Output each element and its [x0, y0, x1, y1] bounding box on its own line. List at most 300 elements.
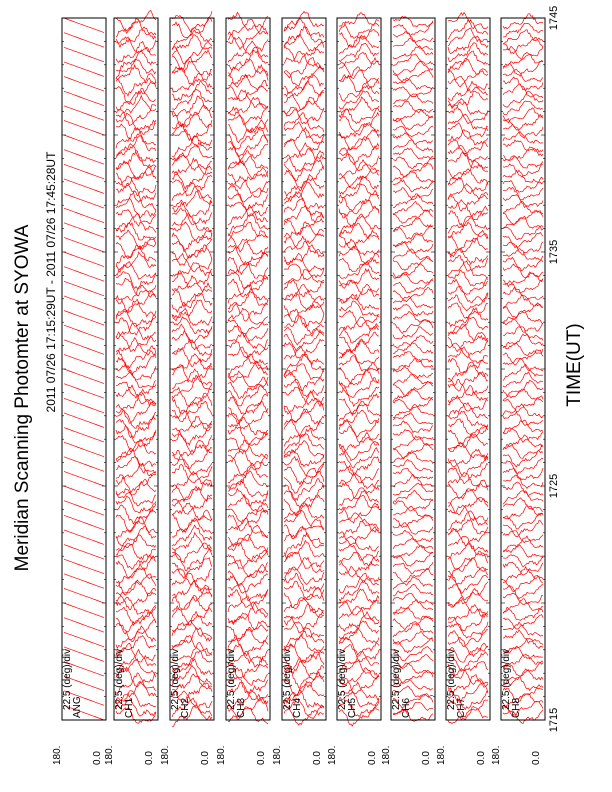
trace-line — [116, 549, 156, 569]
chart-title: Meridian Scanning Photomter at SYOWA — [12, 224, 33, 572]
trace-line — [284, 503, 324, 519]
trace-line — [228, 394, 268, 414]
trace-line — [503, 404, 543, 418]
trace-line — [339, 401, 379, 421]
scale-label: 22.5 (deg)/div — [114, 648, 125, 710]
trace-line — [116, 381, 156, 399]
trace-line — [393, 234, 433, 246]
trace-line — [393, 172, 433, 183]
trace-line — [503, 599, 543, 613]
y-tick-label-bottom: 0.0 — [200, 751, 211, 765]
trace-line — [448, 567, 488, 584]
trace-line — [393, 523, 433, 535]
trace-line — [172, 503, 212, 521]
trace-line — [228, 98, 268, 117]
trace-line — [284, 160, 324, 181]
trace-line — [448, 308, 488, 327]
x-tick-label: 1745 — [548, 5, 560, 31]
trace-line — [448, 123, 488, 139]
trace-line — [448, 379, 488, 395]
channel-panel-ch7 — [436, 13, 490, 766]
trace-line — [339, 466, 379, 483]
x-tick-label: 1715 — [548, 707, 560, 733]
trace-line — [393, 61, 433, 75]
trace-line — [448, 160, 488, 179]
trace-line — [228, 239, 268, 256]
trace-line — [116, 597, 156, 614]
trace-line — [503, 14, 543, 29]
trace-line — [393, 421, 433, 433]
trace-line — [64, 135, 104, 150]
trace-line — [448, 43, 488, 62]
scale-label: 22.5 (deg)/div — [62, 648, 73, 710]
trace-line — [339, 589, 379, 608]
trace-line — [503, 420, 543, 434]
trace-line — [393, 398, 433, 411]
trace-line — [339, 457, 379, 475]
trace-line — [64, 457, 104, 472]
trace-line — [64, 47, 104, 62]
trace-line — [448, 261, 488, 278]
trace-line — [503, 53, 543, 69]
channel-panel-ch2 — [160, 11, 214, 765]
trace-line — [172, 11, 212, 32]
trace-line — [448, 332, 488, 351]
trace-line — [339, 495, 379, 514]
trace-line — [503, 187, 543, 200]
trace-line — [172, 166, 212, 189]
trace-line — [393, 600, 433, 613]
x-tick-label: 1725 — [548, 473, 560, 499]
trace-line — [284, 175, 324, 197]
y-tick-label-top: 180. — [160, 745, 171, 765]
trace-line — [503, 429, 543, 443]
trace-line — [64, 384, 104, 399]
trace-line — [503, 622, 543, 636]
trace-line — [116, 574, 156, 595]
trace-line — [116, 272, 156, 289]
trace-line — [228, 326, 268, 343]
trace-line — [503, 195, 543, 208]
trace-line — [448, 527, 488, 546]
trace-line — [116, 479, 156, 498]
trace-line — [448, 91, 488, 108]
trace-line — [64, 252, 104, 267]
trace-line — [393, 593, 433, 604]
trace-line — [448, 303, 488, 319]
trace-line — [284, 416, 324, 438]
trace-line — [284, 471, 324, 493]
trace-line — [448, 270, 488, 286]
trace-line — [284, 65, 324, 86]
trace-line — [448, 473, 488, 491]
trace-line — [448, 403, 488, 419]
y-tick-label-top: 180. — [327, 745, 338, 765]
trace-line — [116, 346, 156, 368]
trace-line — [116, 370, 156, 388]
trace-line — [64, 428, 104, 443]
trace-line — [116, 191, 156, 210]
trace-line — [503, 140, 543, 152]
trace-line — [172, 573, 212, 591]
trace-line — [116, 463, 156, 484]
trace-line — [448, 230, 488, 250]
trace-line — [393, 444, 433, 459]
trace-line — [172, 543, 212, 563]
panel-frame — [62, 18, 106, 720]
trace-line — [393, 156, 433, 169]
chart-subtitle: 2011 07/26 17:15:29UT - 2011 07/26 17:45:28UT — [44, 151, 58, 413]
trace-line — [228, 222, 268, 241]
y-tick-label-top: 180. — [491, 745, 502, 765]
trace-line — [339, 350, 379, 364]
trace-line — [393, 87, 433, 97]
trace-line — [64, 471, 104, 486]
trace-line — [228, 590, 268, 608]
trace-line — [116, 526, 156, 546]
y-tick-label-top: 180. — [381, 745, 392, 765]
trace-line — [172, 269, 212, 288]
trace-line — [448, 614, 488, 631]
channel-name-label: CH7 — [456, 697, 467, 718]
trace-line — [503, 232, 543, 247]
trace-line — [284, 567, 324, 585]
trace-line — [228, 565, 268, 587]
trace-line — [172, 57, 212, 75]
y-tick-label-bottom: 0.0 — [144, 751, 155, 765]
trace-line — [116, 626, 156, 648]
y-tick-label-bottom: 0.0 — [256, 751, 267, 765]
trace-line — [64, 267, 104, 282]
trace-line — [448, 248, 488, 264]
channel-name-label: CH3 — [236, 697, 247, 718]
y-tick-label-bottom: 0.0 — [531, 751, 542, 765]
trace-line — [64, 77, 104, 92]
trace-line — [64, 486, 104, 501]
trace-line — [172, 434, 212, 452]
scale-label: 22.5 (deg)/div — [446, 648, 457, 710]
trace-line — [448, 138, 488, 156]
trace-line — [393, 452, 433, 463]
trace-line — [64, 559, 104, 574]
trace-line — [172, 518, 212, 537]
trace-line — [64, 632, 104, 647]
trace-line — [339, 261, 379, 278]
trace-line — [116, 448, 156, 466]
trace-line — [339, 473, 379, 490]
panel-frame — [170, 18, 214, 720]
trace-line — [64, 398, 104, 413]
trace-line — [339, 154, 379, 171]
trace-line — [64, 106, 104, 121]
trace-line — [64, 369, 104, 384]
trace-line — [64, 208, 104, 223]
y-tick-label-top: 180. — [436, 745, 447, 765]
trace-line — [503, 555, 543, 567]
trace-line — [228, 41, 268, 62]
scale-label: 22.5 (deg)/div — [501, 648, 512, 710]
trace-line — [339, 553, 379, 567]
trace-line — [116, 496, 156, 512]
trace-line — [448, 76, 488, 92]
trace-line — [393, 616, 433, 630]
trace-line — [284, 393, 324, 414]
trace-line — [284, 558, 324, 578]
y-tick-label-bottom: 0.0 — [421, 751, 432, 765]
trace-line — [64, 91, 104, 106]
y-tick-label-bottom: 0.0 — [476, 751, 487, 765]
trace-line — [393, 32, 433, 43]
x-tick-label: 1735 — [548, 239, 560, 265]
trace-line — [393, 126, 433, 137]
trace-line — [116, 606, 156, 626]
trace-line — [393, 577, 433, 589]
trace-line — [284, 34, 324, 53]
trace-line — [503, 124, 543, 138]
trace-line — [116, 588, 156, 609]
trace-line — [503, 343, 543, 356]
trace-line — [448, 324, 488, 341]
channel-name-label: ANG — [72, 696, 83, 718]
channel-name-label: CH2 — [180, 697, 191, 718]
trace-line — [228, 551, 268, 569]
y-tick-label-bottom: 0.0 — [92, 751, 103, 765]
y-tick-label-bottom: 0.0 — [367, 751, 378, 765]
trace-line — [228, 20, 268, 40]
trace-line — [172, 120, 212, 140]
trace-line — [64, 18, 104, 32]
trace-line — [172, 588, 212, 610]
trace-line — [228, 417, 268, 434]
trace-line — [64, 311, 104, 326]
y-tick-label-top: 180. — [52, 745, 63, 765]
trace-line — [116, 252, 156, 275]
trace-line — [393, 460, 433, 472]
trace-line — [503, 147, 543, 161]
channel-panel-ch6 — [381, 16, 435, 765]
trace-line — [284, 192, 324, 209]
trace-line — [172, 628, 212, 648]
trace-line — [172, 620, 212, 638]
trace-line — [393, 54, 433, 66]
trace-line — [228, 426, 268, 444]
trace-line — [393, 506, 433, 518]
trace-line — [393, 133, 433, 145]
trace-line — [172, 377, 212, 398]
scale-label: 22.5 (deg)/div — [282, 648, 293, 710]
trace-line — [116, 364, 156, 380]
trace-line — [393, 46, 433, 59]
trace-line — [64, 413, 104, 428]
trace-line — [228, 597, 268, 614]
trace-line — [172, 175, 212, 196]
trace-line — [228, 12, 268, 30]
trace-line — [64, 603, 104, 618]
trace-line — [503, 327, 543, 341]
trace-line — [393, 389, 433, 401]
trace-line — [339, 606, 379, 621]
trace-line — [448, 340, 488, 358]
trace-line — [172, 486, 212, 506]
trace-line — [393, 483, 433, 495]
trace-line — [503, 23, 543, 37]
trace-line — [503, 210, 543, 224]
trace-line — [393, 273, 433, 284]
channel-name-label: CH5 — [347, 697, 358, 718]
scale-label: 22.5 (deg)/div — [337, 648, 348, 710]
trace-line — [172, 525, 212, 546]
trace-line — [339, 13, 379, 32]
trace-line — [503, 287, 543, 300]
trace-line — [116, 144, 156, 163]
trace-line — [393, 188, 433, 200]
trace-line — [393, 23, 433, 36]
trace-line — [172, 317, 212, 334]
trace-line — [284, 573, 324, 592]
trace-line — [448, 130, 488, 147]
trace-line — [64, 340, 104, 355]
trace-line — [503, 531, 543, 543]
y-tick-label-top: 180. — [104, 745, 115, 765]
trace-line — [393, 430, 433, 441]
trace-line — [503, 482, 543, 496]
trace-line — [448, 519, 488, 534]
trace-line — [284, 479, 324, 501]
trace-line — [116, 136, 156, 158]
trace-line — [228, 120, 268, 143]
trace-line — [64, 354, 104, 369]
trace-line — [503, 264, 543, 278]
trace-line — [64, 442, 104, 457]
trace-line — [228, 583, 268, 600]
trace-line — [228, 144, 268, 165]
trace-line — [284, 622, 324, 638]
channel-name-label: CH8 — [511, 697, 522, 718]
trace-line — [228, 560, 268, 577]
trace-line — [116, 299, 156, 319]
trace-line — [503, 445, 543, 458]
trace-line — [284, 441, 324, 459]
trace-line — [339, 301, 379, 317]
trace-line — [448, 505, 488, 521]
trace-line — [393, 569, 433, 583]
scale-label: 22.5 (deg)/div — [391, 648, 402, 710]
trace-line — [64, 120, 104, 134]
x-axis-ticks — [548, 6, 560, 732]
trace-line — [339, 596, 379, 615]
trace-line — [503, 358, 543, 371]
trace-line — [503, 491, 543, 505]
trace-line — [503, 458, 543, 474]
trace-line — [393, 94, 433, 104]
trace-line — [64, 33, 104, 48]
trace-line — [503, 630, 543, 645]
trace-line — [339, 339, 379, 359]
trace-line — [284, 19, 324, 38]
trace-line — [503, 389, 543, 401]
trace-line — [116, 535, 156, 555]
trace-line — [64, 545, 104, 560]
trace-line — [448, 456, 488, 477]
trace-line — [284, 598, 324, 614]
trace-line — [284, 316, 324, 334]
trace-line — [393, 475, 433, 487]
trace-line — [116, 237, 156, 259]
channel-name-label: CH4 — [292, 697, 303, 718]
trace-line — [64, 325, 104, 340]
trace-line — [172, 604, 212, 626]
trace-line — [503, 412, 543, 425]
channel-panel-ch1 — [104, 11, 158, 766]
trace-line — [448, 255, 488, 271]
trace-line — [228, 332, 268, 349]
trace-line — [503, 585, 543, 599]
trace-line — [393, 413, 433, 424]
trace-line — [284, 285, 324, 301]
trace-line — [172, 349, 212, 367]
trace-line — [284, 588, 324, 608]
trace-line — [116, 489, 156, 506]
trace-line — [393, 499, 433, 511]
trace-line — [393, 296, 433, 308]
y-tick-label-top: 180. — [216, 745, 227, 765]
trace-line — [393, 70, 433, 83]
trace-line — [64, 296, 104, 311]
trace-line — [172, 18, 212, 38]
trace-line — [284, 264, 324, 280]
trace-line — [503, 475, 543, 488]
trace-line — [64, 164, 104, 179]
trace-line — [339, 230, 379, 250]
trace-line — [116, 556, 156, 578]
trace-line — [393, 101, 433, 113]
trace-line — [448, 582, 488, 600]
trace-line — [116, 65, 156, 84]
trace-line — [284, 364, 324, 381]
trace-line — [448, 511, 488, 530]
trace-line — [339, 106, 379, 124]
trace-line — [64, 223, 104, 238]
trace-line — [393, 163, 433, 177]
trace-line — [116, 510, 156, 533]
trace-line — [339, 247, 379, 263]
trace-line — [116, 113, 156, 130]
trace-line — [393, 624, 433, 638]
trace-line — [116, 457, 156, 474]
trace-line — [448, 347, 488, 363]
channel-panel-ch8 — [491, 14, 545, 765]
trace-line — [116, 162, 156, 179]
trace-line — [284, 552, 324, 568]
trace-line — [64, 574, 104, 589]
trace-line — [503, 242, 543, 255]
trace-line — [339, 29, 379, 47]
scale-label: 22.5 (deg)/div — [226, 648, 237, 710]
trace-line — [339, 394, 379, 414]
trace-line — [503, 272, 543, 287]
trace-line — [228, 440, 268, 458]
trace-line — [503, 91, 543, 107]
trace-line — [393, 117, 433, 130]
trace-line — [116, 213, 156, 232]
trace-line — [339, 418, 379, 437]
trace-line — [228, 285, 268, 304]
trace-line — [172, 190, 212, 212]
trace-line — [172, 354, 212, 375]
trace-line — [448, 222, 488, 238]
trace-line — [172, 480, 212, 500]
trace-line — [284, 451, 324, 467]
